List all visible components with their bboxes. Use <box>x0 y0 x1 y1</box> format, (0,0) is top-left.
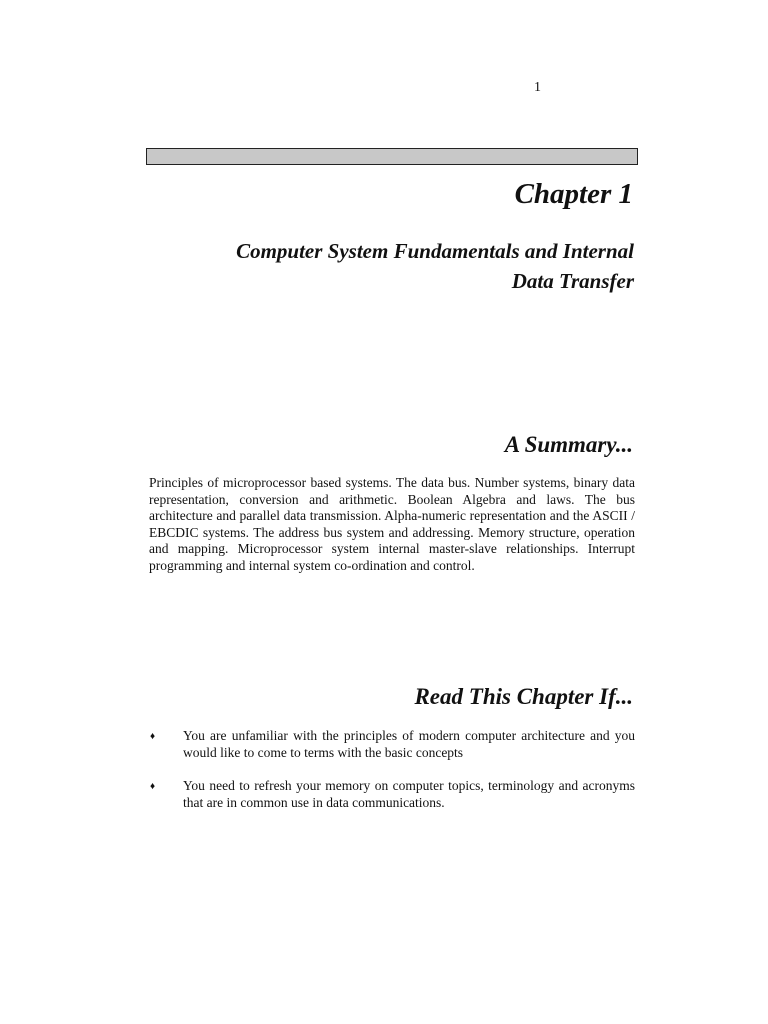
bullet-text: You need to refresh your memory on computer topics, terminology and acronyms that are in common use in data communications. <box>183 778 635 810</box>
page-number: 1 <box>534 80 541 95</box>
bullet-text: You are unfamiliar with the principles of modern computer architecture and you would like to come to terms with the basic concepts <box>183 728 635 760</box>
summary-heading: A Summary... <box>504 432 633 457</box>
list-item <box>149 728 635 761</box>
diamond-bullet-icon: ♦ <box>150 781 156 793</box>
chapter-title-line-2: Data Transfer <box>511 269 634 293</box>
summary-paragraph: Principles of microprocessor based systems. The data bus. Number systems, binary data representation, conversion and arithmetic. Boolean Algebra and laws. The bus architecture and parallel data transmission. Alpha-numeric representation and the ASCII / EBCDIC systems. The address bus system and addressing. Memory structure, operation and mapping. Microprocessor system internal master-slave relationships. Interrupt programming and internal system co-ordination and control. <box>149 475 635 573</box>
diamond-bullet-icon: ♦ <box>150 731 156 742</box>
chapter-title-line-1: Computer System Fundamentals and Internal <box>236 239 634 263</box>
read-if-bullet-list <box>149 728 635 828</box>
chapter-label: Chapter 1 <box>514 178 633 210</box>
read-this-chapter-heading: Read This Chapter If... <box>414 684 633 709</box>
list-item <box>149 778 635 811</box>
chapter-title <box>170 236 634 296</box>
chapter-header-bar <box>146 148 638 165</box>
